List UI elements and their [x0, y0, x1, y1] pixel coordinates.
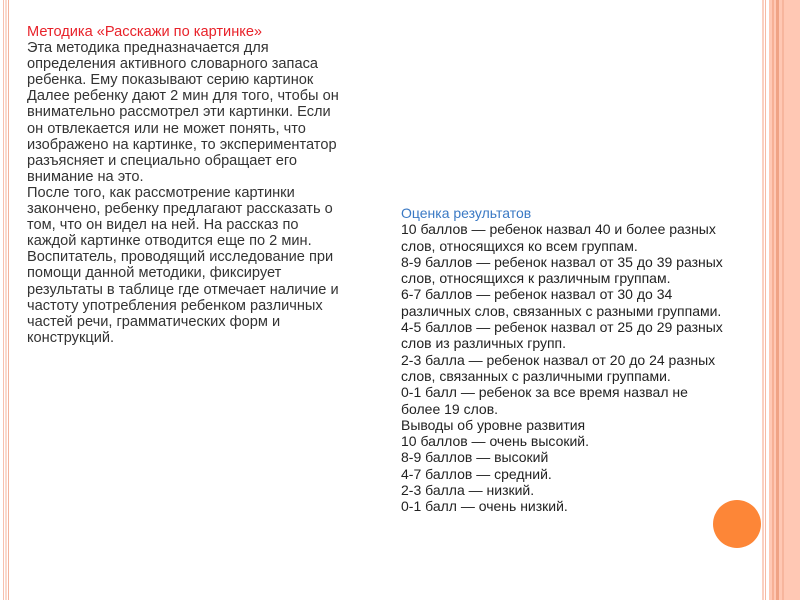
text-line: различных слов, связанных с разными группами.	[401, 302, 722, 319]
text-line: 4-5 баллов — ребенок назвал от 25 до 29 разных	[401, 319, 723, 336]
stripe	[776, 0, 779, 600]
text-line: результаты в таблице где отмечает наличие и	[27, 281, 339, 298]
text-line: После того, как рассмотрение картинки	[27, 184, 295, 201]
text-line: внимание на это.	[27, 168, 144, 185]
text-line: 4-7 баллов — средний.	[401, 465, 552, 482]
decorative-dot	[713, 500, 761, 548]
text-line: помощи данной методики, фиксирует	[27, 265, 282, 282]
text-line: частей речи, грамматических форм и	[27, 313, 281, 330]
stripe	[782, 0, 784, 600]
left-border-line	[3, 0, 4, 600]
text-line: 0-1 балл — ребенок за все время назвал не	[401, 384, 688, 401]
method-title: Методика «Расскажи по картинке»	[27, 24, 263, 40]
text-line: 8-9 баллов — высокий	[401, 449, 549, 466]
text-line: том, что он видел на ней. На рассказ по	[27, 217, 299, 234]
left-border-line	[5, 0, 7, 600]
text-line: 8-9 баллов — ребенок назвал от 35 до 39 разных	[401, 253, 723, 270]
text-line: 10 баллов — очень высокий.	[401, 433, 590, 450]
text-line: 6-7 баллов — ребенок назвал от 30 до 34	[401, 286, 673, 303]
text-line: Эта методика предназначается для	[27, 40, 269, 57]
text-line: закончено, ребенку предлагают рассказать о	[27, 201, 333, 218]
text-line: Воспитатель, проводящий исследование при	[27, 249, 334, 266]
text-line: слов, относящихся к различным группам.	[401, 270, 671, 287]
text-line: изображено на картинке, то экспериментатор	[27, 136, 337, 153]
results-title: Оценка результатов	[401, 205, 532, 221]
text-line: более 19 слов.	[401, 400, 499, 417]
stripe	[772, 0, 774, 600]
method-description	[27, 24, 392, 346]
text-line: 2-3 балла — ребенок назвал от 20 до 24 разных	[401, 351, 716, 368]
left-border-line	[8, 0, 9, 600]
text-line: 0-1 балл — очень низкий.	[401, 498, 568, 515]
text-line: конструкций.	[27, 329, 115, 346]
text-line: частоту употребления ребенком различных	[27, 297, 323, 314]
text-line: ребенка. Ему показывают серию картинок	[27, 72, 314, 89]
text-line: Далее ребенку дают 2 мин для того, чтобы он	[27, 88, 339, 105]
text-line: Выводы об уровне развития	[401, 416, 586, 433]
text-line: 2-3 балла — низкий.	[401, 482, 535, 499]
text-line: разъясняет и специально обращает его	[27, 152, 298, 169]
text-line: слов, связанных с различными группами.	[401, 367, 671, 384]
text-line: определения активного словарного запаса	[27, 56, 318, 73]
text-line: внимательно рассмотрел эти картинки. Если	[27, 104, 331, 121]
text-line: слов из различных групп.	[401, 335, 566, 352]
results-evaluation	[401, 205, 771, 515]
text-line: 10 баллов — ребенок назвал 40 и более разных	[401, 221, 716, 238]
text-line: он отвлекается или не может понять, что	[27, 120, 306, 137]
text-line: каждой картинке отводится еще по 2 мин.	[27, 233, 312, 250]
text-line: слов, относящихся ко всем группам.	[401, 237, 638, 254]
